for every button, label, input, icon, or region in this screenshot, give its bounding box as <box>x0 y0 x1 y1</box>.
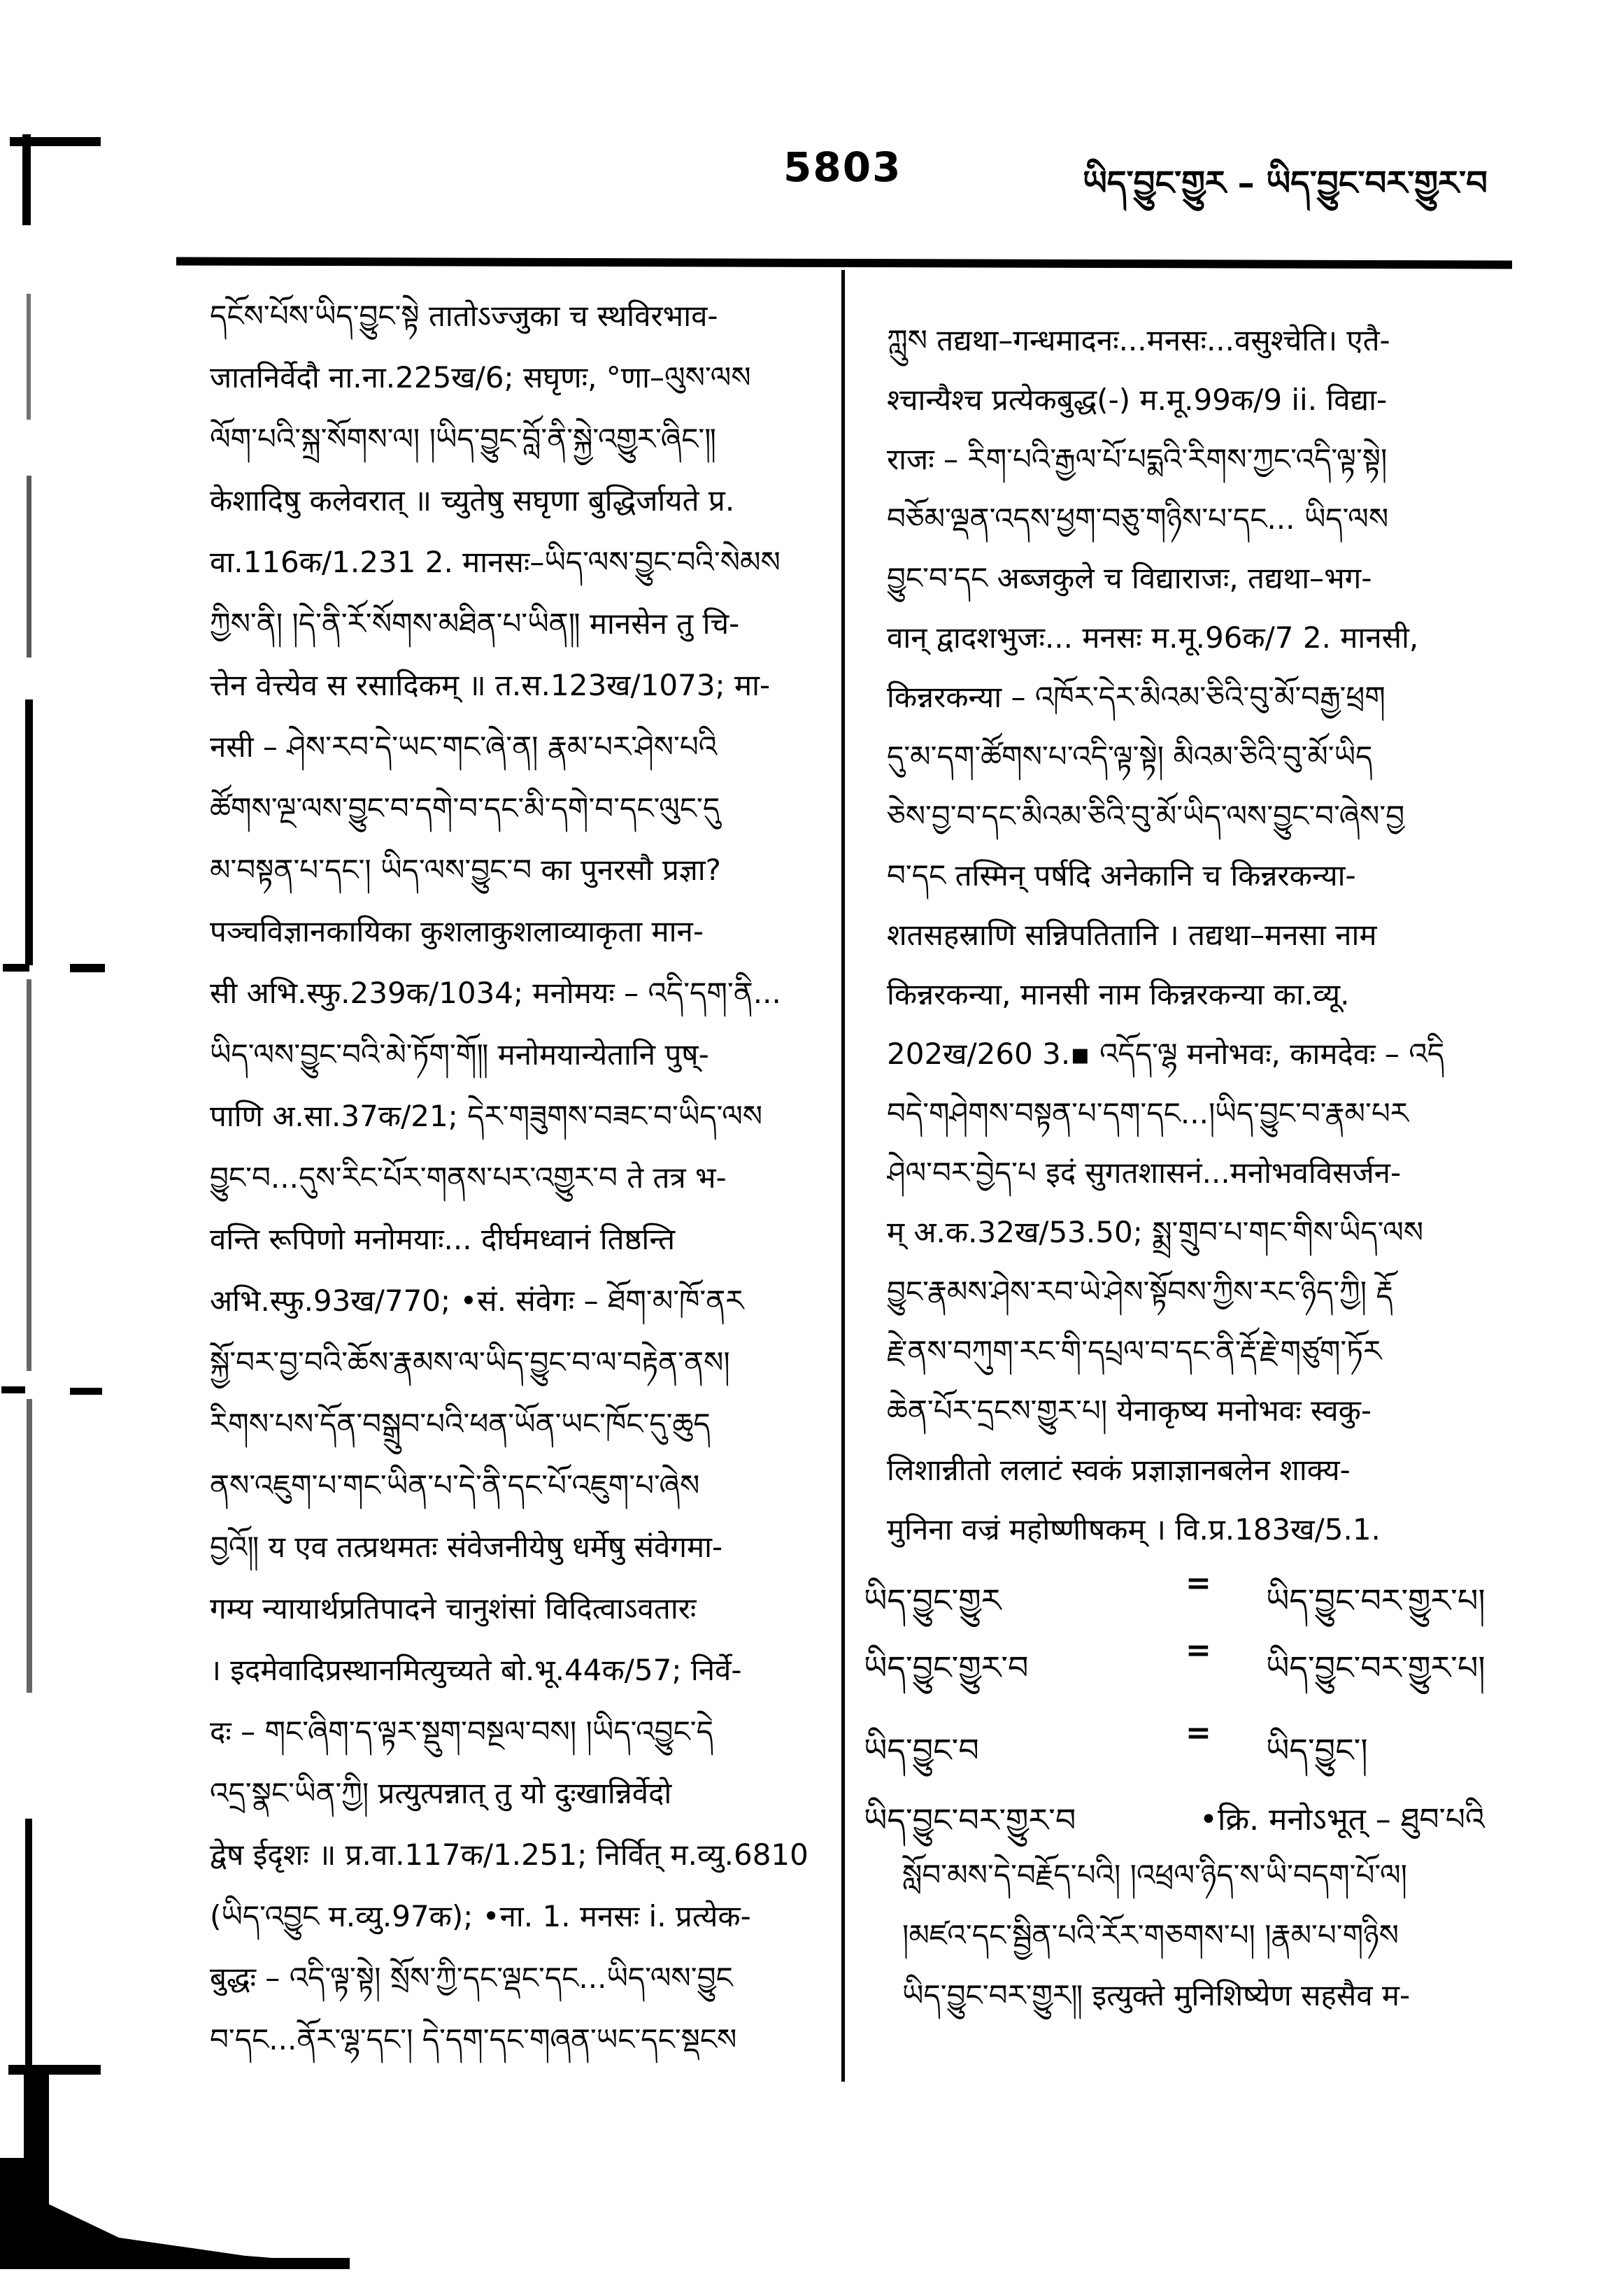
text-line: ཀྱིས་ནི། །དེ་ནི་རོ་སོགས་མཐིན་པ་ཡིན༎ मानसेन तु चि- <box>210 606 740 641</box>
left-column <box>210 285 813 2070</box>
scan-artifact-margin-line <box>27 476 31 658</box>
text-line: म् अ.क.32ख/53.50; སྨྲ་གྲུབ་པ་གང་གིས་ཡིད་ལས <box>887 1215 1424 1249</box>
text-line: བྱུང་བ་དང अब्जकुले च विद्याराजः, तद्यथा–भग- <box>887 561 1372 595</box>
text-line: श्चान्यैश्च प्रत्येकबुद्ध(-) म.मू.99क/9 ii. विद्या- <box>887 383 1388 417</box>
equivalence-value: ཡིད་བྱུང་བར་གྱུར་པ། <box>1266 1582 1486 1619</box>
text-line: दः – གང་ཞིག་ད་ལྟར་སྡུག་བསྔལ་བས། །ཡིད་འབྱུང་དེ <box>210 1714 713 1749</box>
right-column <box>887 311 1522 1559</box>
text-line: राजः – རིག་པའི་རྒྱལ་པོ་པདྨའི་རིགས་ཀྱང་འདི་ལྟ་སྟེ། <box>887 442 1388 476</box>
text-line: དངོས་པོས་ཡིད་བྱུང་སྟེ तातोऽज्जुका च स्थविरभाव- <box>210 299 718 333</box>
text-line: बुद्धः – འདི་ལྟ་སྟེ། སྲོས་ཀྱི་དང་ལྡང་དང...ཡིད་ལས་བྱུང <box>210 1961 733 1995</box>
entry-headword: ཡིད་བྱུང་བར་གྱུར་བ <box>864 1801 1076 1839</box>
scan-artifact-cross-tick <box>1 1386 25 1393</box>
text-line: བཅོམ་ལྡན་འདས་ཕྱག་བཅུ་གཉིས་པ་དང... ཡིད་ལས <box>887 502 1389 536</box>
text-line: अभि.स्फु.93ख/770; •सं. संवेगः – ཐོག་མ་ཁོ་ནར <box>210 1284 744 1318</box>
text-line: ཤེལ་བར་བྱེད་པ इदं सुगतशासनं...मनोभवविसर्जन- <box>887 1156 1402 1190</box>
equivalence-value: ཡིད་བྱུང་བར་གྱུར་པ། <box>1266 1649 1486 1686</box>
scan-artifact-margin-line <box>22 134 31 225</box>
text-line: शतसहस्राणि सन्निपतितानि । तद्यथा–मनसा नाम <box>887 918 1377 952</box>
scan-artifact-margin-line <box>27 979 31 1371</box>
text-line: ཡིད་ལས་བྱུང་བའི་མེ་ཏོག་གོ༎ मनोमयान्येतानि पुष्- <box>210 1037 709 1072</box>
text-line: 202ख/260 3.▪ འདོད་ལྷ मनोभवः, कामदेवः – འདི <box>887 1037 1445 1071</box>
equivalence-value: ཡིད་བྱུང་། <box>1266 1731 1368 1769</box>
equivalence-term: ཡིད་བྱུང་བ <box>864 1731 979 1769</box>
text-line: (ཡིད་འབྱུང म.व्यु.97क); •ना. 1. मनसः i. प्रत्येक- <box>210 1899 751 1933</box>
dictionary-entry <box>864 1785 1528 2012</box>
scan-artifact-bottom-strip <box>0 2258 350 2269</box>
text-line: पञ्चविज्ञानकायिका कुशलाकुशलाव्याकृता मान- <box>210 914 704 948</box>
text-line: त्तेन वेत्त्येव स रसादिकम् ॥ त.स.123ख/1073; मा- <box>210 668 771 702</box>
text-line: སྐྱོ་བར་བྱ་བའི་ཆོས་རྣམས་ལ་ཡིད་བྱུང་བ་ལ་བརྟེན་ནས། <box>210 1345 730 1379</box>
text-line: ཅེས་བྱ་བ་དང་མིའམ་ཅིའི་བུ་མོ་ཡིད་ལས་བྱུང་བ་ཞེས་བྱ <box>887 799 1405 833</box>
text-line: द्वेष ईदृशः ॥ प्र.वा.117क/1.251; निर्वित् म.व्यु.6810 <box>210 1838 809 1872</box>
text-line: पाणि अ.सा.37क/21; དེར་གཟུགས་བཟང་བ་ཡིད་ལས <box>210 1099 763 1133</box>
scan-artifact-cross-tick <box>8 2065 101 2075</box>
text-line: सी अभि.स्फु.239क/1034; मनोमयः – འདི་དག་ནི... <box>210 976 781 1010</box>
header-rule <box>176 257 1512 269</box>
text-line: འདྲ་སྣང་ཡིན་ཀྱི། प्रत्युत्पन्नात् तु यो दुःखान्निर्वेदो <box>210 1776 672 1810</box>
equals-sign: = <box>1185 1715 1211 1751</box>
equals-sign: = <box>1185 1565 1211 1601</box>
text-line: རྗེ་ནས་བཀུག་རང་གི་དཔྲལ་བ་དང་ནི་རྡོ་རྗེ་གཙུག་ཏོར <box>887 1334 1382 1368</box>
equivalence-term: ཡིད་བྱུང་གྱུར <box>864 1582 1002 1619</box>
entry-gloss: •क्रि. मनोऽभूत् – ཐུབ་པའི <box>1199 1802 1485 1838</box>
text-line: ཀླུས तद्यथा–गन्धमादनः...मनसः...वसुश्चेति। एतै- <box>887 323 1390 357</box>
scan-artifact-cross-tick <box>3 964 29 972</box>
text-line: །མཛའ་དང་སྦྱིན་པའི་རོར་གཅགས་པ། །རྣམ་པ་གཉིས <box>902 1918 1399 1952</box>
equivalence-term: ཡིད་བྱུང་གྱུར་བ <box>864 1649 1029 1686</box>
text-line: ཚོགས་ལྔ་ལས་བྱུང་བ་དགེ་བ་དང་མི་དགེ་བ་དང་ལུང་དུ <box>210 791 720 825</box>
text-line: गम्य न्यायार्थप्रतिपादने चानुशंसां विदित्वाऽवतारः <box>210 1591 697 1626</box>
header-headword-range: ཡིད་བྱུང་གྱུར – ཡིད་བྱུང་བར་གྱུར་བ <box>1083 164 1488 203</box>
text-line: བ་དང तस्मिन् पर्षदि अनेकानि च किन्नरकन्या- <box>887 858 1356 893</box>
text-line: དུ་མ་དག་ཚོགས་པ་འདི་ལྟ་སྟེ། མིའམ་ཅིའི་བུ་མོ་ཡིད <box>887 739 1373 774</box>
text-line: ཆེན་པོར་དྲངས་གྱུར་པ། येनाकृष्य मनोभवः स्वकु- <box>887 1393 1372 1428</box>
text-line: བ་དང...ནོར་ལྷ་དང་། དེ་དག་དང་གཞན་ཡང་དང་སྡངས <box>210 2022 737 2056</box>
scan-artifact-margin-line <box>25 699 33 965</box>
text-line: वान् द्वादशभुजः... मनसः म.मू.96क/7 2. मानसी, <box>887 620 1419 655</box>
text-line: किन्नरकन्या, मानसी नाम किन्नरकन्या का.व्यू. <box>887 977 1350 1011</box>
text-line: किन्नरकन्या – འཁོར་དེར་མིའམ་ཅིའི་བུ་མོ་བརྒྱ་ཕྲག <box>887 680 1386 714</box>
scan-artifact-margin-line <box>27 294 31 420</box>
text-line: लिशान्नीतो ललाटं स्वकं प्रज्ञाज्ञानबलेन शाक्य- <box>887 1453 1351 1487</box>
text-line: केशादिषु कलेवरात् ॥ च्युतेषु सघृणा बुद्धिर्जायते प्र. <box>210 483 735 518</box>
scan-artifact-margin-line <box>25 1819 32 2070</box>
text-line: བྱའོ༎ य एव तत्प्रथमतः संवेजनीयेषु धर्मेषु संवेगमा- <box>210 1530 723 1564</box>
scan-artifact-cross-tick <box>70 964 105 972</box>
text-line: ཡིད་བྱུང་བར་གྱུར༎ इत्युक्ते मुनिशिष्येण सहसैव म- <box>902 1978 1411 2012</box>
equals-sign: = <box>1185 1633 1211 1668</box>
text-line: ལོག་པའི་སྐྲ་སོགས་ལ། །ཡིད་བྱུང་བློ་ནི་སྐྱེ་འགྱུར་ཞིང་༎ <box>210 422 717 456</box>
text-line: བྱུང་རྣམས་ཤེས་རབ་ཡེ་ཤེས་སྟོབས་ཀྱིས་རང་ཉིད་ཀྱི། རྡོ <box>887 1274 1393 1309</box>
scan-artifact-corner-blob <box>0 2158 350 2264</box>
text-line: मुनिना वज्रं महोष्णीषकम् । वि.प्र.183ख/5.1. <box>887 1512 1381 1547</box>
scan-artifact-cross-tick <box>70 1388 102 1395</box>
text-line: རིགས་པས་དོན་བསྒྲུབ་པའི་ཕན་ཡོན་ཡང་ཁོང་དུ་ཆུད <box>210 1407 711 1441</box>
scan-artifact-margin-line <box>27 1399 32 1693</box>
text-line: བྱུང་བ...དུས་རིང་པོར་གནས་པར་འགྱུར་བ ते तत्र भ- <box>210 1160 727 1195</box>
text-line: नसी – ཤེས་རབ་དེ་ཡང་གང་ཞེ་ན། རྣམ་པར་ཤེས་པའི <box>210 730 718 764</box>
text-line: । इदमेवादिप्रस्थानमित्युच्यते बो.भू.44क/57; निर्वे- <box>210 1653 742 1687</box>
column-divider <box>841 270 845 2082</box>
equivalence-row <box>864 1633 1528 1723</box>
text-line: जातनिर्वेदौ ना.ना.225ख/6; सघृणः, °णा–ལུས་ལས <box>210 360 751 395</box>
text-line: ནས་འཇུག་པ་གང་ཡིན་པ་དེ་ནི་དང་པོ་འཇུག་པ་ཞེས <box>210 1468 700 1502</box>
text-line: वन्ति रूपिणो मनोमयाः... दीर्घमध्वानं तिष्ठन्ति <box>210 1222 676 1256</box>
text-line: वा.116क/1.231 2. मानसः–ཡིད་ལས་བྱུང་བའི་སེམས <box>210 545 781 579</box>
page-number: 5803 <box>783 143 902 191</box>
text-line: མ་བསྟན་པ་དང་། ཡིད་ལས་བྱུང་བ का पुनरसौ प्रज्ञा? <box>210 853 721 887</box>
text-line: སློབ་མས་དེ་བརྗོད་པའི། །འཕྲལ་ཉིད་ས་ཡི་བདག་པོ་ལ། <box>902 1858 1407 1892</box>
text-line: བདེ་གཤེགས་བསྟན་པ་དག་དང...།ཡིད་བྱུང་བ་རྣམ་པར <box>887 1096 1409 1130</box>
